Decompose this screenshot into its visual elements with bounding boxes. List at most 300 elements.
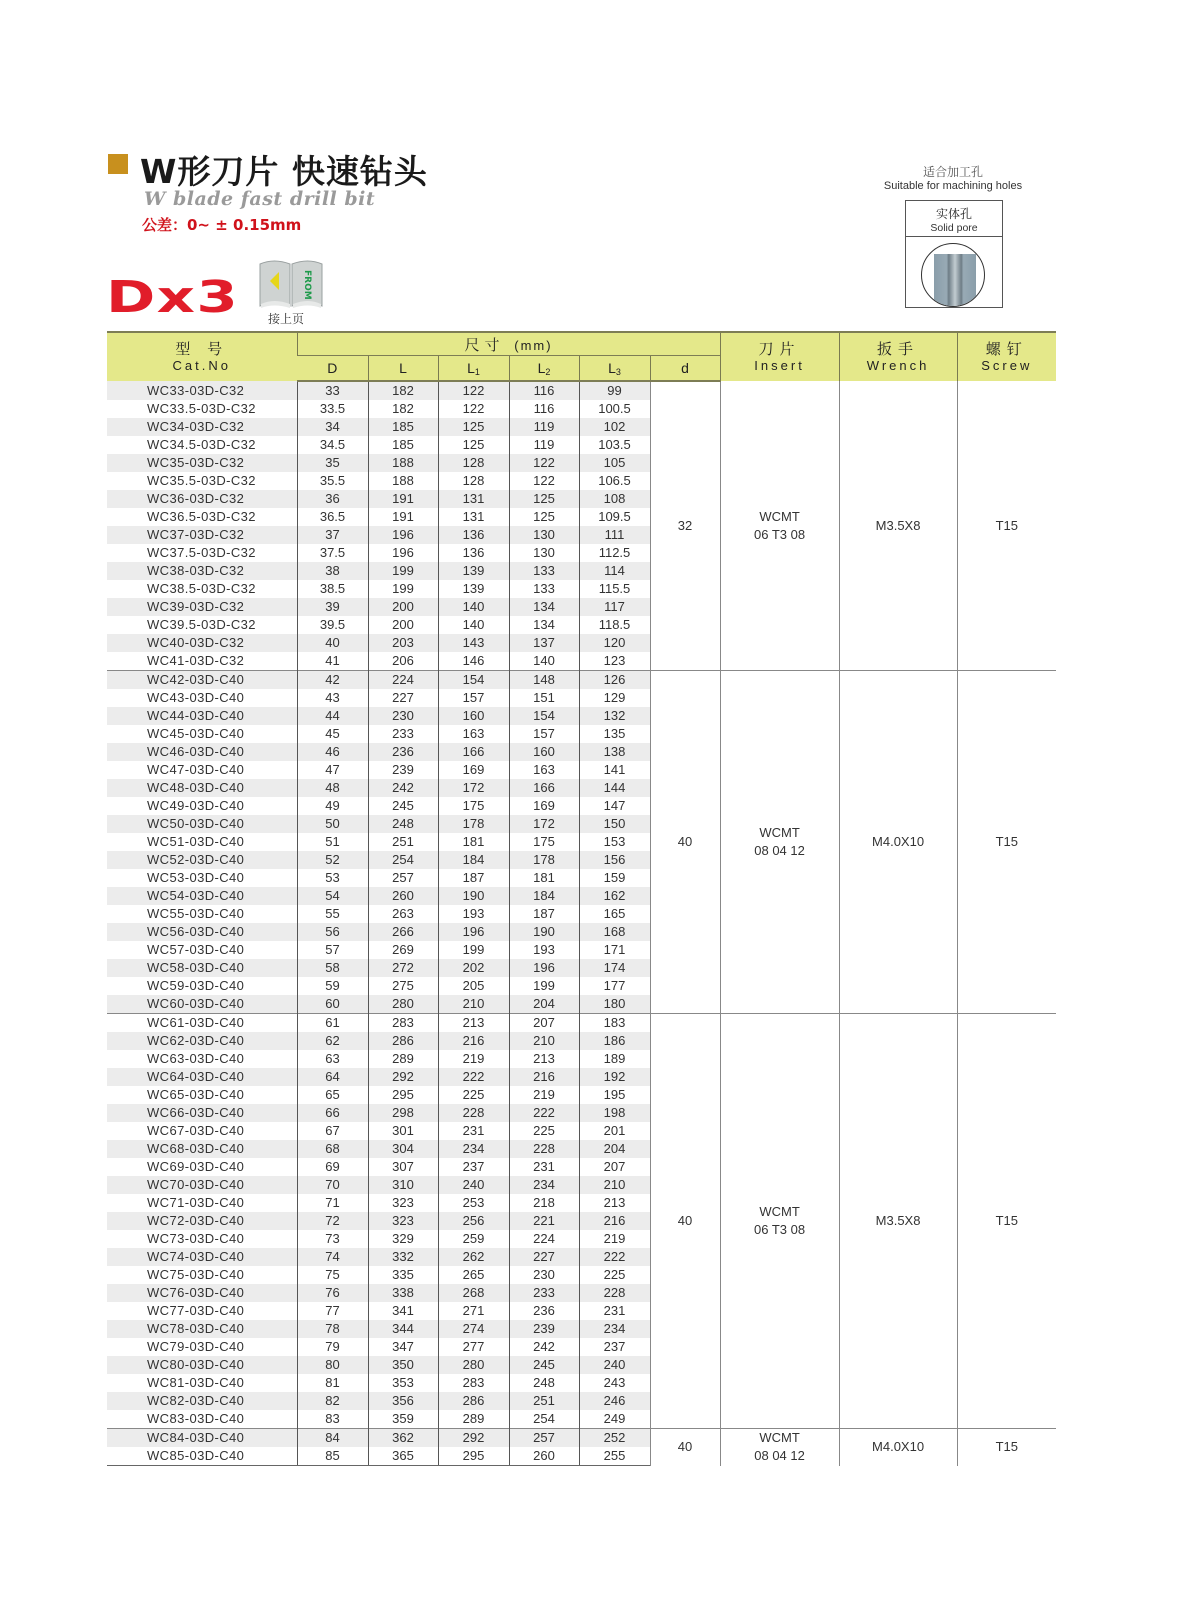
l2-cell: 245	[509, 1356, 579, 1374]
l1-cell: 205	[438, 977, 509, 995]
l2-cell: 204	[509, 995, 579, 1014]
l2-cell: 166	[509, 779, 579, 797]
d-dia-cell: 44	[297, 707, 368, 725]
d-dia-cell: 58	[297, 959, 368, 977]
d-dia-cell: 65	[297, 1086, 368, 1104]
cat-no-cell: WC72-03D-C40	[107, 1212, 297, 1230]
cat-no-cell: WC67-03D-C40	[147, 1123, 245, 1138]
d-dia-cell: 77	[297, 1302, 368, 1320]
l1-cell: 181	[438, 833, 509, 851]
l2-cell: 154	[509, 707, 579, 725]
l1-cell: 225	[438, 1086, 509, 1104]
l2-cell: 242	[509, 1338, 579, 1356]
l2-cell: 233	[509, 1284, 579, 1302]
l2-cell: 122	[509, 472, 579, 490]
d-dia-cell: 34.5	[297, 436, 368, 454]
l3-cell: 123	[579, 652, 650, 671]
l1-cell: 199	[438, 941, 509, 959]
cat-no-cell: WC74-03D-C40	[107, 1248, 297, 1266]
col-header-dimensions: 尺寸 (mm)	[297, 332, 720, 356]
l3-cell: 100.5	[579, 400, 650, 418]
l2-cell: 213	[509, 1050, 579, 1068]
insert-code: 06 T3 08	[754, 526, 806, 542]
l2-cell: 122	[509, 454, 579, 472]
l1-cell: 175	[438, 797, 509, 815]
continued-from-previous-label: 接上页	[268, 312, 305, 326]
l1-cell: 286	[438, 1392, 509, 1410]
wrench-cell: M3.5X8	[839, 1014, 957, 1429]
l3-cell: 228	[579, 1284, 650, 1302]
col-header-wrench: 扳手 Wrench	[839, 332, 957, 381]
l2-cell: 234	[509, 1176, 579, 1194]
suitable-title-cn: 适合加工孔	[922, 165, 983, 179]
solid-pore-en: Solid pore	[930, 222, 978, 234]
l1-cell: 139	[438, 562, 509, 580]
l1-cell: 163	[438, 725, 509, 743]
insert-type: WCMT	[759, 825, 800, 840]
l1-cell: 140	[438, 598, 509, 616]
l-cell: 362	[368, 1429, 438, 1448]
l2-cell: 160	[509, 743, 579, 761]
l2-cell: 184	[509, 887, 579, 905]
l-cell: 365	[368, 1447, 438, 1466]
l-cell: 295	[368, 1086, 438, 1104]
d-dia-cell: 63	[297, 1050, 368, 1068]
d-dia-cell: 46	[297, 743, 368, 761]
l3-cell: 135	[579, 725, 650, 743]
l3-cell: 150	[579, 815, 650, 833]
screw-cell: T15	[957, 1429, 1056, 1466]
l3-cell: 204	[579, 1140, 650, 1158]
l-cell: 307	[368, 1158, 438, 1176]
l2-cell: 260	[509, 1447, 579, 1466]
cat-no-cell: WC66-03D-C40	[107, 1104, 297, 1122]
l1-cell: 178	[438, 815, 509, 833]
table-row	[107, 381, 1056, 400]
l2-cell: 125	[509, 508, 579, 526]
l1-cell: 274	[438, 1320, 509, 1338]
l-cell: 292	[368, 1068, 438, 1086]
l1-cell: 169	[438, 761, 509, 779]
cat-no-cell: WC73-03D-C40	[147, 1231, 245, 1246]
insert-type: WCMT	[759, 1430, 800, 1446]
l3-cell: 216	[579, 1212, 650, 1230]
l1-cell: 131	[438, 508, 509, 526]
l3-cell: 219	[579, 1230, 650, 1248]
cat-no-cell: WC56-03D-C40	[107, 923, 297, 941]
l1-cell: 265	[438, 1266, 509, 1284]
l3-cell: 106.5	[579, 472, 650, 490]
l-cell: 332	[368, 1248, 438, 1266]
cat-no-cell: WC41-03D-C32	[147, 653, 245, 668]
d-dia-cell: 57	[297, 941, 368, 959]
cat-no-cell: WC42-03D-C40	[107, 671, 297, 690]
col-header-cat-no: 型 号 Cat.No	[107, 332, 297, 381]
cat-no-cell: WC34-03D-C32	[107, 418, 297, 436]
l1-cell: 210	[438, 995, 509, 1014]
l2-cell: 178	[509, 851, 579, 869]
cat-no-cell: WC77-03D-C40	[147, 1303, 245, 1318]
insert-code: 08 04 12	[754, 1448, 805, 1464]
col-header-D: D	[297, 356, 368, 382]
l2-cell: 224	[509, 1230, 579, 1248]
spec-table	[107, 331, 1056, 1466]
d-dia-cell: 34	[297, 418, 368, 436]
shank-d-cell: 40	[650, 1014, 720, 1429]
l-cell: 359	[368, 1410, 438, 1429]
l3-cell: 171	[579, 941, 650, 959]
l1-cell: 157	[438, 689, 509, 707]
l2-cell: 248	[509, 1374, 579, 1392]
l1-cell: 136	[438, 544, 509, 562]
l3-cell: 234	[579, 1320, 650, 1338]
l1-cell: 262	[438, 1248, 509, 1266]
cat-no-cell: WC48-03D-C40	[107, 779, 297, 797]
cat-no-cell: WC78-03D-C40	[107, 1320, 297, 1338]
cat-no-cell: WC53-03D-C40	[147, 870, 245, 885]
l1-cell: 268	[438, 1284, 509, 1302]
l3-cell: 240	[579, 1356, 650, 1374]
d-dia-cell: 79	[297, 1338, 368, 1356]
cat-no-cell: WC39.5-03D-C32	[147, 617, 256, 632]
l1-cell: 166	[438, 743, 509, 761]
l-cell: 272	[368, 959, 438, 977]
l2-cell: 219	[509, 1086, 579, 1104]
l3-cell: 231	[579, 1302, 650, 1320]
l3-cell: 222	[579, 1248, 650, 1266]
d-dia-cell: 61	[297, 1014, 368, 1033]
cat-no-cell: WC68-03D-C40	[107, 1140, 297, 1158]
l2-cell: 133	[509, 580, 579, 598]
l2-cell: 225	[509, 1122, 579, 1140]
l-cell: 266	[368, 923, 438, 941]
d-dia-cell: 41	[297, 652, 368, 671]
l-cell: 206	[368, 652, 438, 671]
l-cell: 338	[368, 1284, 438, 1302]
l1-cell: 289	[438, 1410, 509, 1429]
l2-cell: 130	[509, 526, 579, 544]
l-cell: 236	[368, 743, 438, 761]
cat-no-cell: WC83-03D-C40	[147, 1411, 245, 1426]
cat-no-cell: WC84-03D-C40	[107, 1429, 297, 1448]
l-cell: 242	[368, 779, 438, 797]
l1-cell: 280	[438, 1356, 509, 1374]
cat-no-cell: WC62-03D-C40	[107, 1032, 297, 1050]
insert-type: WCMT	[759, 508, 800, 524]
insert-cell	[720, 1014, 839, 1429]
l1-cell: 271	[438, 1302, 509, 1320]
l-cell: 200	[368, 616, 438, 634]
cat-no-cell: WC33-03D-C32	[107, 381, 297, 400]
l2-cell: 231	[509, 1158, 579, 1176]
cat-no-cell: WC82-03D-C40	[107, 1392, 297, 1410]
cat-no-cell: WC65-03D-C40	[147, 1087, 245, 1102]
wrench-cell: M4.0X10	[839, 1429, 957, 1466]
d-dia-cell: 37	[297, 526, 368, 544]
l1-cell: 122	[438, 400, 509, 418]
d-dia-cell: 53	[297, 869, 368, 887]
insert-cell	[720, 381, 839, 671]
l3-cell: 138	[579, 743, 650, 761]
l2-cell: 163	[509, 761, 579, 779]
l-cell: 286	[368, 1032, 438, 1050]
col-header-L: L	[368, 356, 438, 382]
l3-cell: 177	[579, 977, 650, 995]
l3-cell: 120	[579, 634, 650, 652]
l3-cell: 147	[579, 797, 650, 815]
cat-no-cell: WC81-03D-C40	[147, 1375, 245, 1390]
l1-cell: 160	[438, 707, 509, 725]
l3-cell: 126	[579, 671, 650, 690]
l-cell: 289	[368, 1050, 438, 1068]
d-dia-cell: 69	[297, 1158, 368, 1176]
l1-cell: 283	[438, 1374, 509, 1392]
l-cell: 239	[368, 761, 438, 779]
cat-no-cell: WC36-03D-C32	[107, 490, 297, 508]
d-dia-cell: 40	[297, 634, 368, 652]
l2-cell: 187	[509, 905, 579, 923]
l2-cell: 230	[509, 1266, 579, 1284]
l2-cell: 119	[509, 418, 579, 436]
l3-cell: 144	[579, 779, 650, 797]
l1-cell: 295	[438, 1447, 509, 1466]
l2-cell: 221	[509, 1212, 579, 1230]
l1-cell: 202	[438, 959, 509, 977]
l-cell: 200	[368, 598, 438, 616]
cat-no-cell: WC80-03D-C40	[107, 1356, 297, 1374]
l2-cell: 157	[509, 725, 579, 743]
l-cell: 269	[368, 941, 438, 959]
solid-pore-box	[905, 200, 1003, 308]
cat-no-cell: WC50-03D-C40	[107, 815, 297, 833]
d-dia-cell: 38.5	[297, 580, 368, 598]
l-cell: 199	[368, 580, 438, 598]
l3-cell: 252	[579, 1429, 650, 1448]
l1-cell: 128	[438, 472, 509, 490]
l2-cell: 130	[509, 544, 579, 562]
l3-cell: 108	[579, 490, 650, 508]
l2-cell: 218	[509, 1194, 579, 1212]
l2-cell: 133	[509, 562, 579, 580]
d-dia-cell: 76	[297, 1284, 368, 1302]
d-dia-cell: 39.5	[297, 616, 368, 634]
l1-cell: 228	[438, 1104, 509, 1122]
screw-cell: T15	[957, 381, 1056, 671]
insert-cell	[720, 671, 839, 1014]
cat-no-cell: WC64-03D-C40	[107, 1068, 297, 1086]
l3-cell: 246	[579, 1392, 650, 1410]
l3-cell: 243	[579, 1374, 650, 1392]
l-cell: 350	[368, 1356, 438, 1374]
cat-no-cell: WC43-03D-C40	[147, 690, 245, 705]
l3-cell: 99	[579, 381, 650, 400]
l3-cell: 213	[579, 1194, 650, 1212]
l-cell: 254	[368, 851, 438, 869]
table-row	[107, 1014, 1056, 1033]
cat-no-cell: WC58-03D-C40	[107, 959, 297, 977]
l3-cell: 162	[579, 887, 650, 905]
l2-cell: 239	[509, 1320, 579, 1338]
cat-no-cell: WC35.5-03D-C32	[147, 473, 256, 488]
l1-cell: 234	[438, 1140, 509, 1158]
l-cell: 283	[368, 1014, 438, 1033]
l3-cell: 105	[579, 454, 650, 472]
l1-cell: 216	[438, 1032, 509, 1050]
l1-cell: 256	[438, 1212, 509, 1230]
l2-cell: 216	[509, 1068, 579, 1086]
l3-cell: 102	[579, 418, 650, 436]
l-cell: 248	[368, 815, 438, 833]
l-cell: 304	[368, 1140, 438, 1158]
cat-no-cell: WC60-03D-C40	[107, 995, 297, 1014]
d-dia-cell: 83	[297, 1410, 368, 1429]
l3-cell: 118.5	[579, 616, 650, 634]
d-dia-cell: 52	[297, 851, 368, 869]
l-cell: 310	[368, 1176, 438, 1194]
table-row	[107, 671, 1056, 690]
l1-cell: 143	[438, 634, 509, 652]
d-dia-cell: 51	[297, 833, 368, 851]
d-dia-cell: 62	[297, 1032, 368, 1050]
l1-cell: 139	[438, 580, 509, 598]
d-dia-cell: 39	[297, 598, 368, 616]
d-dia-cell: 84	[297, 1429, 368, 1448]
shank-d-cell: 40	[650, 1429, 720, 1466]
d-dia-cell: 81	[297, 1374, 368, 1392]
d-dia-cell: 74	[297, 1248, 368, 1266]
cat-no-cell: WC37-03D-C32	[107, 526, 297, 544]
l1-cell: 125	[438, 436, 509, 454]
cat-no-cell: WC33.5-03D-C32	[147, 401, 256, 416]
l3-cell: 183	[579, 1014, 650, 1033]
l2-cell: 119	[509, 436, 579, 454]
l2-cell: 116	[509, 381, 579, 400]
cat-no-cell: WC63-03D-C40	[147, 1051, 245, 1066]
l2-cell: 228	[509, 1140, 579, 1158]
d-dia-cell: 73	[297, 1230, 368, 1248]
d-dia-cell: 60	[297, 995, 368, 1014]
cat-no-cell: WC69-03D-C40	[147, 1159, 245, 1174]
l3-cell: 174	[579, 959, 650, 977]
suitable-title-en: Suitable for machining holes	[883, 180, 1023, 192]
l-cell: 301	[368, 1122, 438, 1140]
table-row	[107, 1429, 1056, 1448]
col-header-screw: 螺钉 Screw	[957, 332, 1056, 381]
d-dia-cell: 82	[297, 1392, 368, 1410]
d-dia-cell: 78	[297, 1320, 368, 1338]
d-dia-cell: 45	[297, 725, 368, 743]
d-dia-cell: 54	[297, 887, 368, 905]
cat-no-cell: WC70-03D-C40	[107, 1176, 297, 1194]
cat-no-cell: WC54-03D-C40	[107, 887, 297, 905]
l1-cell: 187	[438, 869, 509, 887]
l3-cell: 132	[579, 707, 650, 725]
l3-cell: 141	[579, 761, 650, 779]
l3-cell: 189	[579, 1050, 650, 1068]
shank-d-cell: 32	[650, 381, 720, 671]
l2-cell: 125	[509, 490, 579, 508]
l2-cell: 193	[509, 941, 579, 959]
insert-code: 06 T3 08	[754, 1222, 806, 1237]
l1-cell: 184	[438, 851, 509, 869]
d-dia-cell: 55	[297, 905, 368, 923]
d-dia-cell: 42	[297, 671, 368, 690]
d-dia-cell: 68	[297, 1140, 368, 1158]
d-dia-cell: 33	[297, 381, 368, 400]
l-cell: 263	[368, 905, 438, 923]
cat-no-cell: WC52-03D-C40	[107, 851, 297, 869]
l2-cell: 199	[509, 977, 579, 995]
l3-cell: 129	[579, 689, 650, 707]
l2-cell: 148	[509, 671, 579, 690]
spec-table-body	[107, 381, 1056, 1466]
d-dia-cell: 35	[297, 454, 368, 472]
l2-cell: 137	[509, 634, 579, 652]
l-cell: 353	[368, 1374, 438, 1392]
l-cell: 185	[368, 436, 438, 454]
d-dia-cell: 72	[297, 1212, 368, 1230]
d-dia-cell: 85	[297, 1447, 368, 1466]
svg-text:FROM: FROM	[302, 270, 312, 300]
d-dia-cell: 75	[297, 1266, 368, 1284]
l1-cell: 222	[438, 1068, 509, 1086]
screw-cell: T15	[957, 1014, 1056, 1429]
l-cell: 335	[368, 1266, 438, 1284]
solid-hole-icon	[921, 243, 985, 307]
shank-d-cell: 40	[650, 671, 720, 1014]
cat-no-cell: WC37.5-03D-C32	[147, 545, 256, 560]
cat-no-cell: WC49-03D-C40	[147, 798, 245, 813]
cat-no-cell: WC85-03D-C40	[107, 1447, 297, 1466]
l-cell: 182	[368, 400, 438, 418]
wrench-cell: M4.0X10	[839, 671, 957, 1014]
d-dia-cell: 56	[297, 923, 368, 941]
col-header-d: d	[650, 356, 720, 382]
cat-no-cell: WC55-03D-C40	[147, 906, 245, 921]
series-label: Dx3	[106, 272, 240, 323]
l1-cell: 154	[438, 671, 509, 690]
cat-no-cell: WC59-03D-C40	[147, 978, 245, 993]
l1-cell: 231	[438, 1122, 509, 1140]
l3-cell: 180	[579, 995, 650, 1014]
l-cell: 230	[368, 707, 438, 725]
insert-code: 08 04 12	[754, 843, 805, 858]
l2-cell: 207	[509, 1014, 579, 1033]
l-cell: 329	[368, 1230, 438, 1248]
l2-cell: 134	[509, 616, 579, 634]
l3-cell: 153	[579, 833, 650, 851]
l2-cell: 236	[509, 1302, 579, 1320]
l3-cell: 111	[579, 526, 650, 544]
d-dia-cell: 71	[297, 1194, 368, 1212]
l3-cell: 192	[579, 1068, 650, 1086]
l1-cell: 122	[438, 381, 509, 400]
l1-cell: 125	[438, 418, 509, 436]
l2-cell: 222	[509, 1104, 579, 1122]
l1-cell: 193	[438, 905, 509, 923]
l1-cell: 136	[438, 526, 509, 544]
cat-no-cell: WC38-03D-C32	[107, 562, 297, 580]
d-dia-cell: 66	[297, 1104, 368, 1122]
l1-cell: 196	[438, 923, 509, 941]
d-dia-cell: 48	[297, 779, 368, 797]
l3-cell: 195	[579, 1086, 650, 1104]
d-dia-cell: 33.5	[297, 400, 368, 418]
d-dia-cell: 59	[297, 977, 368, 995]
page-subtitle: W blade fast drill bit	[144, 188, 376, 210]
l3-cell: 255	[579, 1447, 650, 1466]
l-cell: 188	[368, 454, 438, 472]
